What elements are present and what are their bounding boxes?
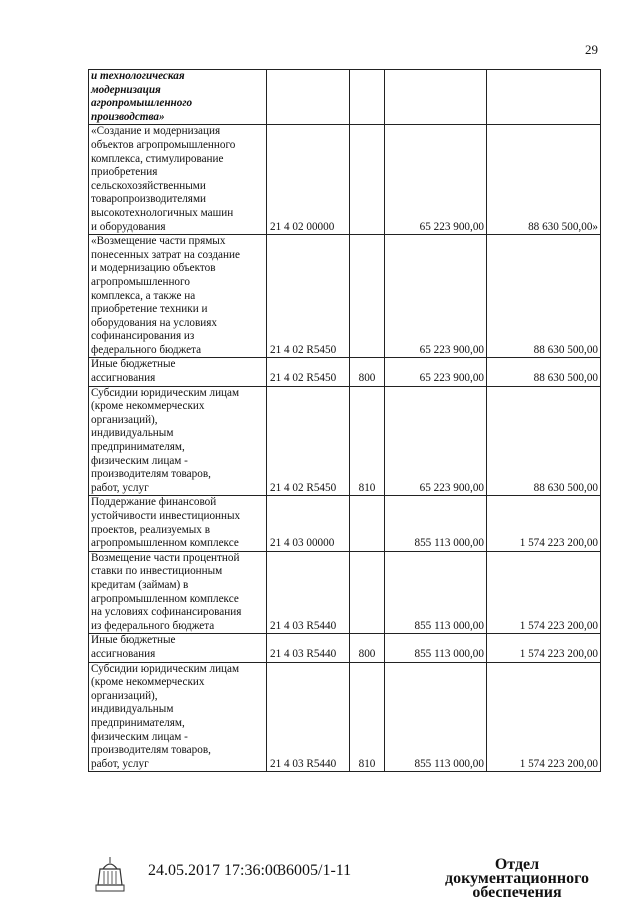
row-amount-2018-cell: 855 113 000,00	[385, 551, 487, 634]
row-name-cell: Поддержание финансовой устойчивости инвестиционных проектов, реализуемых в агропромышленном комплексе	[89, 496, 267, 551]
footer-department: Отдел документационного обеспечения	[445, 856, 589, 901]
row-name-cell: Иные бюджетные ассигнования	[89, 358, 267, 386]
row-amount-2019-cell: 88 630 500,00	[487, 358, 601, 386]
table-row	[89, 634, 601, 662]
row-vr-cell: 800	[350, 634, 385, 662]
row-vr-cell	[350, 496, 385, 551]
row-vr-cell: 800	[350, 358, 385, 386]
row-code-cell: 21 4 03 R5440	[267, 551, 350, 634]
row-name-cell: «Возмещение части прямых понесенных затрат на создание и модернизацию объектов агропромышленного комплекса, а также на приобретение техники и оборудования на условиях софинансирования из федерального бюджета	[89, 235, 267, 358]
row-amount-2018-cell: 65 223 900,00	[385, 358, 487, 386]
row-code-cell: 21 4 03 R5440	[267, 662, 350, 772]
table-row	[89, 386, 601, 496]
row-vr-cell	[350, 125, 385, 235]
row-amount-2018-cell: 855 113 000,00	[385, 634, 487, 662]
row-amount-2018-cell	[385, 70, 487, 125]
row-amount-2018-cell: 65 223 900,00	[385, 386, 487, 496]
row-amount-2019-cell	[487, 70, 601, 125]
duma-logo-stamp	[93, 855, 127, 893]
table-row	[89, 358, 601, 386]
row-amount-2019-cell: 1 574 223 200,00	[487, 551, 601, 634]
table-row	[89, 125, 601, 235]
row-code-cell: 21 4 03 R5440	[267, 634, 350, 662]
row-name-cell: Субсидии юридическим лицам (кроме некоммерческих организаций), индивидуальным предпринимателям, физическим лицам - производителям товаров, работ, услуг	[89, 386, 267, 496]
row-name-cell: Субсидии юридическим лицам (кроме некоммерческих организаций), индивидуальным предпринимателям, физическим лицам - производителям товаров, работ, услуг	[89, 662, 267, 772]
row-vr-cell	[350, 551, 385, 634]
budget-table	[88, 69, 601, 772]
row-name-cell: Возмещение части процентной ставки по инвестиционным кредитам (займам) в агропромышленном комплексе на условиях софинансирования из федерального бюджета	[89, 551, 267, 634]
row-amount-2019-cell: 88 630 500,00	[487, 386, 601, 496]
row-vr-cell	[350, 70, 385, 125]
row-code-cell: 21 4 02 00000	[267, 125, 350, 235]
row-amount-2018-cell: 65 223 900,00	[385, 125, 487, 235]
footer-doc-number: 36005/1-11	[278, 862, 352, 879]
row-amount-2019-cell: 1 574 223 200,00	[487, 662, 601, 772]
row-vr-cell: 810	[350, 662, 385, 772]
row-amount-2019-cell: 88 630 500,00»	[487, 125, 601, 235]
page-number: 29	[585, 42, 598, 57]
table-row	[89, 70, 601, 125]
row-amount-2019-cell: 1 574 223 200,00	[487, 496, 601, 551]
row-name-cell: «Создание и модернизация объектов агропромышленного комплекса, стимулирование приобретения сельскохозяйственными товаропроизводителями высокотехнологичных машин и оборудования	[89, 125, 267, 235]
row-amount-2018-cell: 855 113 000,00	[385, 662, 487, 772]
row-vr-cell: 810	[350, 386, 385, 496]
row-name-cell: и технологическая модернизация агропромышленного производства»	[89, 70, 267, 125]
footer-datetime: 24.05.2017 17:36:00	[148, 862, 281, 879]
row-code-cell	[267, 70, 350, 125]
row-code-cell: 21 4 03 00000	[267, 496, 350, 551]
row-name-cell: Иные бюджетные ассигнования	[89, 634, 267, 662]
row-amount-2018-cell: 65 223 900,00	[385, 235, 487, 358]
table-row	[89, 662, 601, 772]
table-row	[89, 551, 601, 634]
row-amount-2019-cell: 88 630 500,00	[487, 235, 601, 358]
table-row	[89, 235, 601, 358]
row-code-cell: 21 4 02 R5450	[267, 358, 350, 386]
row-code-cell: 21 4 02 R5450	[267, 386, 350, 496]
row-vr-cell	[350, 235, 385, 358]
row-code-cell: 21 4 02 R5450	[267, 235, 350, 358]
table-row	[89, 496, 601, 551]
row-amount-2018-cell: 855 113 000,00	[385, 496, 487, 551]
row-amount-2019-cell: 1 574 223 200,00	[487, 634, 601, 662]
